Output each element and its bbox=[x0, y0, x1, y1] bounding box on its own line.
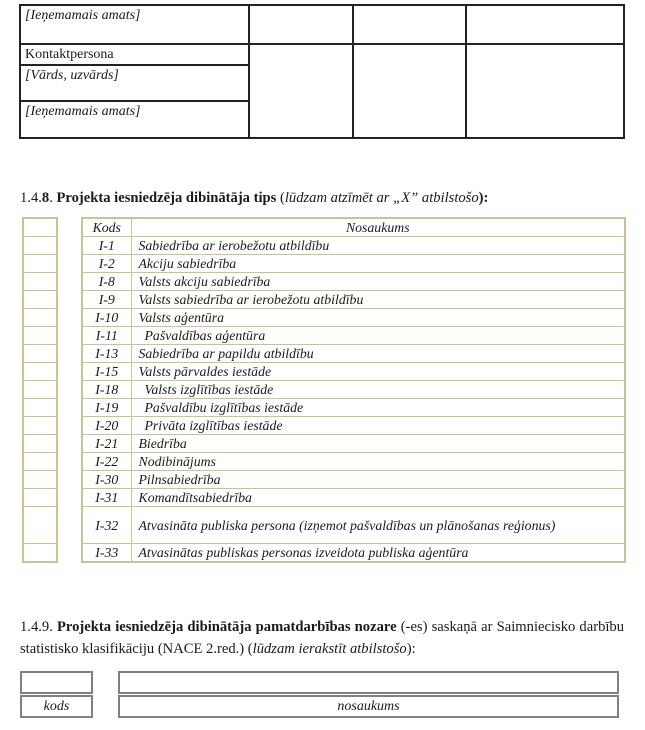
paren: ): bbox=[478, 190, 489, 206]
founder-type-row bbox=[82, 255, 625, 273]
nosaukums-cell: Komandītsabiedrība bbox=[131, 489, 625, 507]
checkbox-row bbox=[23, 363, 57, 381]
checkbox-row bbox=[23, 471, 57, 489]
founder-type-row bbox=[82, 453, 625, 471]
kods-cell: I-19 bbox=[82, 399, 131, 417]
section-1-4-9-heading bbox=[20, 617, 624, 660]
checkbox-row bbox=[23, 345, 57, 363]
nace-nosaukums-table bbox=[118, 671, 619, 718]
nosaukums-cell: Valsts akciju sabiedrība bbox=[131, 273, 625, 291]
kods-cell: I-30 bbox=[82, 471, 131, 489]
section-number-bold: 8 bbox=[41, 190, 50, 206]
fill-cell[interactable] bbox=[353, 5, 466, 44]
name-placeholder-cell: [Vārds, uzvārds] bbox=[20, 65, 249, 101]
checkbox-row bbox=[23, 237, 57, 255]
checkbox-cell-I-32[interactable] bbox=[23, 507, 57, 544]
section-number: 1.4.9. bbox=[20, 619, 57, 635]
kods-cell: I-13 bbox=[82, 345, 131, 363]
nosaukums-cell: Sabiedrība ar ierobežotu atbildību bbox=[131, 237, 625, 255]
kods-header: Kods bbox=[82, 218, 131, 237]
founder-type-row bbox=[82, 399, 625, 417]
checkbox-cell-I-9[interactable] bbox=[23, 291, 57, 309]
nace-kods-label: kods bbox=[20, 695, 93, 718]
kods-cell: I-21 bbox=[82, 435, 131, 453]
nace-kods-table bbox=[20, 671, 93, 718]
checkbox-cell-I-15[interactable] bbox=[23, 363, 57, 381]
checkbox-cell-I-19[interactable] bbox=[23, 399, 57, 417]
nace-nosaukums-label: nosaukums bbox=[118, 695, 619, 718]
checkbox-row bbox=[23, 399, 57, 417]
nace-kods-input-cell[interactable] bbox=[20, 671, 93, 694]
founder-type-row bbox=[82, 417, 625, 435]
checkbox-row bbox=[23, 381, 57, 399]
founder-type-tbody bbox=[82, 237, 625, 563]
kods-cell: I-31 bbox=[82, 489, 131, 507]
checkbox-cell-I-2[interactable] bbox=[23, 255, 57, 273]
checkbox-row bbox=[23, 255, 57, 273]
checkbox-cell-I-31[interactable] bbox=[23, 489, 57, 507]
kods-cell: I-33 bbox=[82, 544, 131, 563]
checkbox-cell-I-21[interactable] bbox=[23, 435, 57, 453]
section-note: lūdzam atzīmēt ar „X” atbilstošo bbox=[284, 190, 479, 206]
founder-type-row bbox=[82, 345, 625, 363]
founder-type-row bbox=[82, 237, 625, 255]
kods-cell: I-2 bbox=[82, 255, 131, 273]
checkbox-row bbox=[23, 435, 57, 453]
checkbox-cell-header[interactable] bbox=[23, 218, 57, 237]
nosaukums-header: Nosaukums bbox=[131, 218, 625, 237]
founder-type-row bbox=[82, 489, 625, 507]
checkbox-row bbox=[23, 489, 57, 507]
nosaukums-cell: Pašvaldību izglītības iestāde bbox=[131, 399, 625, 417]
checkbox-row bbox=[23, 507, 57, 544]
kods-cell: I-20 bbox=[82, 417, 131, 435]
nosaukums-cell: Valsts pārvaldes iestāde bbox=[131, 363, 625, 381]
checkbox-cell-I-8[interactable] bbox=[23, 273, 57, 291]
checkbox-row bbox=[23, 218, 57, 237]
kods-cell: I-11 bbox=[82, 327, 131, 345]
checkbox-cell-I-11[interactable] bbox=[23, 327, 57, 345]
founder-type-row bbox=[82, 309, 625, 327]
nosaukums-cell: Sabiedrība ar papildu atbildību bbox=[131, 345, 625, 363]
checkbox-row bbox=[23, 327, 57, 345]
section-title: Projekta iesniedzēja dibinātāja tips bbox=[56, 190, 277, 206]
contact-person-table bbox=[19, 4, 625, 139]
founder-type-row bbox=[82, 363, 625, 381]
nosaukums-cell: Pašvaldības aģentūra bbox=[131, 327, 625, 345]
nosaukums-cell: Valsts aģentūra bbox=[131, 309, 625, 327]
section-1-4-8-heading bbox=[20, 190, 624, 207]
founder-type-row bbox=[82, 544, 625, 563]
founder-type-row bbox=[82, 273, 625, 291]
nosaukums-cell: Akciju sabiedrība bbox=[131, 255, 625, 273]
checkbox-row bbox=[23, 309, 57, 327]
section-number: 1.4. bbox=[20, 190, 42, 206]
fill-cell[interactable] bbox=[249, 5, 353, 44]
checkbox-row bbox=[23, 544, 57, 563]
checkbox-cell-I-1[interactable] bbox=[23, 237, 57, 255]
checkbox-cell-I-33[interactable] bbox=[23, 544, 57, 563]
section-number-dot: . bbox=[49, 190, 57, 206]
founder-type-row bbox=[82, 435, 625, 453]
founder-type-row bbox=[82, 381, 625, 399]
founder-type-checkbox-column bbox=[22, 217, 58, 563]
position-placeholder-cell: [Ieņemamais amats] bbox=[20, 101, 249, 138]
checkbox-cell-I-20[interactable] bbox=[23, 417, 57, 435]
section-text-tail: ): bbox=[406, 640, 416, 657]
founder-type-row bbox=[82, 507, 625, 544]
checkbox-column-body bbox=[23, 218, 57, 562]
nosaukums-cell: Valsts izglītības iestāde bbox=[131, 381, 625, 399]
checkbox-row bbox=[23, 417, 57, 435]
checkbox-cell-I-13[interactable] bbox=[23, 345, 57, 363]
founder-type-row bbox=[82, 327, 625, 345]
founder-type-row bbox=[82, 471, 625, 489]
kods-cell: I-10 bbox=[82, 309, 131, 327]
paren: ( bbox=[276, 190, 285, 206]
kods-cell: I-18 bbox=[82, 381, 131, 399]
section-note: lūdzam ierakstīt atbilstošo bbox=[252, 640, 407, 657]
kods-cell: I-1 bbox=[82, 237, 131, 255]
checkbox-row bbox=[23, 273, 57, 291]
founder-type-row bbox=[82, 291, 625, 309]
fill-cell[interactable] bbox=[466, 44, 624, 138]
nace-nosaukums-input-cell[interactable] bbox=[118, 671, 619, 694]
kods-cell: I-9 bbox=[82, 291, 131, 309]
checkbox-row bbox=[23, 291, 57, 309]
section-title: Projekta iesniedzēja dibinātāja pamatdarbības nozare bbox=[57, 619, 397, 635]
founder-type-table bbox=[81, 217, 626, 563]
kods-cell: I-32 bbox=[82, 507, 131, 544]
fill-cell[interactable] bbox=[249, 44, 353, 138]
nosaukums-cell: Valsts sabiedrība ar ierobežotu atbildību bbox=[131, 291, 625, 309]
nosaukums-cell: Atvasinātas publiskas personas izveidota publiska aģentūra bbox=[131, 544, 625, 563]
nosaukums-cell: Nodibinājums bbox=[131, 453, 625, 471]
fill-cell[interactable] bbox=[466, 5, 624, 44]
kods-cell: I-8 bbox=[82, 273, 131, 291]
nosaukums-cell: Atvasināta publiska persona (izņemot pašvaldības un plānošanas reģionus) bbox=[131, 507, 625, 544]
checkbox-cell-I-22[interactable] bbox=[23, 453, 57, 471]
nosaukums-cell: Privāta izglītības iestāde bbox=[131, 417, 625, 435]
nosaukums-cell: Biedrība bbox=[131, 435, 625, 453]
position-placeholder-cell: [Ieņemamais amats] bbox=[20, 5, 249, 44]
fill-cell[interactable] bbox=[353, 44, 466, 138]
contact-person-label: Kontaktpersona bbox=[20, 44, 249, 65]
checkbox-cell-I-30[interactable] bbox=[23, 471, 57, 489]
checkbox-cell-I-18[interactable] bbox=[23, 381, 57, 399]
checkbox-row bbox=[23, 453, 57, 471]
kods-cell: I-22 bbox=[82, 453, 131, 471]
nosaukums-cell: Pilnsabiedrība bbox=[131, 471, 625, 489]
kods-cell: I-15 bbox=[82, 363, 131, 381]
checkbox-cell-I-10[interactable] bbox=[23, 309, 57, 327]
section-text: (-es) saskaņā ar Saimniecisko darbību statistisko klasifikāciju (NACE 2.red.) ( bbox=[20, 619, 625, 657]
